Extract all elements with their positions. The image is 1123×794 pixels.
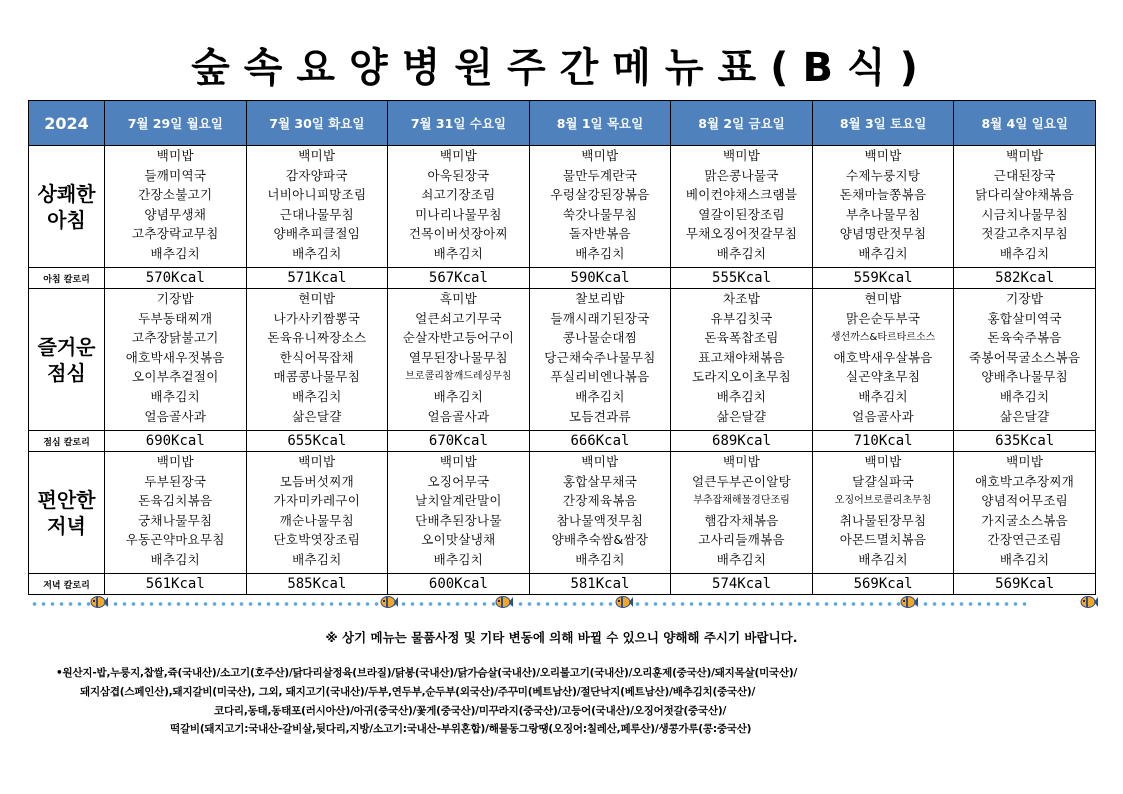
lunch-kcal-row xyxy=(29,431,1096,452)
kcal-value: 655Kcal xyxy=(246,431,388,452)
menu-item: 양념명란젓무침 xyxy=(839,226,927,242)
menu-item: 간장소불고기 xyxy=(138,187,213,203)
kcal-value: 569Kcal xyxy=(954,574,1096,595)
kcal-value: 559Kcal xyxy=(812,268,954,289)
menu-item: 오이부추겉절이 xyxy=(131,369,219,385)
menu-item: 현미밥 xyxy=(298,291,336,306)
menu-item: 얼음골사과 xyxy=(427,408,490,424)
menu-item: 백미밥 xyxy=(1006,148,1044,163)
menu-item: 배추김치 xyxy=(292,551,342,567)
origin-line: 돼지삼겹(스페인산),돼지갈비(미국산), 그외, 돼지고기(국내산)/두부,연두부,순두부(외국산)/주꾸미(베트남산)/절단낙지(베트남산)/배추김치(중국산)/ xyxy=(80,685,756,698)
menu-item: 생선까스&타르타르소스 xyxy=(830,332,936,344)
menu-item: 애호박고추장찌개 xyxy=(975,473,1075,489)
menu-item: 아몬드멸치볶음 xyxy=(839,532,927,548)
menu-item: 백미밥 xyxy=(298,148,336,163)
lunch-cell xyxy=(671,289,813,431)
lunch-label: 즐거운 점심 xyxy=(29,289,105,431)
day-header: 8월 2일 금요일 xyxy=(671,101,813,146)
menu-item: 한식어묵잡채 xyxy=(279,349,354,365)
menu-item: 너비아니피망조림 xyxy=(267,187,367,203)
menu-item: 양배추나물무침 xyxy=(981,369,1068,385)
menu-item: 맑은콩나물국 xyxy=(704,167,779,183)
menu-item: 백미밥 xyxy=(722,454,761,469)
menu-item: 돌자반볶음 xyxy=(569,226,631,242)
menu-item: 백미밥 xyxy=(298,454,336,469)
menu-item: 가지굴소스볶음 xyxy=(981,512,1068,528)
kcal-value: 561Kcal xyxy=(105,574,247,595)
menu-item: 삶은달걀 xyxy=(999,408,1050,424)
menu-item: 백미밥 xyxy=(156,148,194,163)
kcal-value: 689Kcal xyxy=(671,431,813,452)
menu-item: 고사리들깨볶음 xyxy=(698,532,785,548)
lunch-cell xyxy=(954,289,1096,431)
menu-item: 베이컨야채스크램블 xyxy=(685,187,798,203)
menu-item: 푸실리비엔나볶음 xyxy=(550,369,650,385)
menu-item: 양념적어무조림 xyxy=(981,493,1068,509)
menu-item: 홍합살미역국 xyxy=(987,310,1062,326)
year-cell: 2024 xyxy=(29,101,105,146)
kcal-value: 570Kcal xyxy=(105,268,247,289)
fish-icon xyxy=(900,594,918,610)
menu-item: 돈채마늘쫑볶음 xyxy=(839,187,927,203)
menu-item: 돈육김치볶음 xyxy=(138,493,213,509)
breakfast-row xyxy=(29,146,1096,268)
menu-item: 맑은순두부국 xyxy=(845,310,921,326)
menu-item: 애호박새우젓볶음 xyxy=(125,349,225,365)
menu-item: 오이맛살냉채 xyxy=(421,532,496,548)
lunch-cell xyxy=(246,289,388,431)
menu-item: 열무된장나물무침 xyxy=(408,349,508,365)
breakfast-cell xyxy=(671,146,813,268)
decorative-border xyxy=(30,596,1098,612)
kcal-value: 555Kcal xyxy=(671,268,813,289)
menu-item: 돈육숙주볶음 xyxy=(987,330,1062,346)
breakfast-kcal-label: 아침 칼로리 xyxy=(29,268,105,289)
fish-icon xyxy=(90,594,108,610)
menu-item: 배추김치 xyxy=(433,551,484,567)
kcal-value: 582Kcal xyxy=(954,268,1096,289)
origin-line: 떡갈비(돼지고기:국내산-갈비살,뒷다리,지방/소고기:국내산-부위혼합)/해물동그랑땡(오징어:칠레산,페루산)/생콩가루(콩:중국산) xyxy=(170,723,752,736)
breakfast-cell xyxy=(529,146,671,268)
menu-item: 궁채나물무침 xyxy=(138,512,213,528)
menu-item: 당근채숙주나물무침 xyxy=(544,349,656,365)
menu-item: 모듬견과류 xyxy=(569,408,631,424)
menu-item: 취나물된장무침 xyxy=(839,512,927,528)
breakfast-kcal-row xyxy=(29,268,1096,289)
menu-item: 배추김치 xyxy=(858,245,908,261)
menu-item: 배추김치 xyxy=(433,245,484,261)
fish-icon xyxy=(615,594,633,610)
menu-item: 두부된장국 xyxy=(144,473,207,489)
day-header: 8월 1일 목요일 xyxy=(529,101,671,146)
menu-item: 단호박엿장조림 xyxy=(273,532,361,548)
fish-icon xyxy=(380,594,398,610)
menu-item: 근대된장국 xyxy=(993,167,1056,183)
dinner-kcal-label: 저녁 칼로리 xyxy=(29,574,105,595)
menu-item: 흑미밥 xyxy=(439,291,477,306)
menu-item: 단배추된장나물 xyxy=(415,512,502,528)
menu-item: 백미밥 xyxy=(581,148,619,163)
menu-item: 물만두계란국 xyxy=(562,167,638,183)
kcal-value: 666Kcal xyxy=(529,431,671,452)
lunch-cell xyxy=(105,289,247,431)
menu-item: 무채오징어젓갈무침 xyxy=(685,226,798,242)
menu-item: 가자미카레구이 xyxy=(273,493,361,509)
menu-item: 돈육폭찹조림 xyxy=(704,330,779,346)
lunch-row xyxy=(29,289,1096,431)
breakfast-cell xyxy=(388,146,530,268)
origin-info xyxy=(50,664,1080,739)
menu-item: 우렁살강된장볶음 xyxy=(550,187,650,203)
menu-item: 들깨미역국 xyxy=(144,167,207,183)
menu-item: 우동곤약마요무침 xyxy=(125,532,225,548)
dinner-cell xyxy=(812,452,954,574)
menu-item: 젓갈고추지무침 xyxy=(981,226,1068,242)
dinner-row xyxy=(29,452,1096,574)
menu-item: 백미밥 xyxy=(156,454,194,469)
kcal-value: 585Kcal xyxy=(246,574,388,595)
menu-item: 배추김치 xyxy=(575,388,625,404)
menu-item: 얼음골사과 xyxy=(144,408,207,424)
menu-item: 나가사키짬뽕국 xyxy=(273,310,361,326)
menu-item: 찰보리밥 xyxy=(575,291,625,306)
dinner-kcal-row xyxy=(29,574,1096,595)
menu-item: 두부동태찌개 xyxy=(138,310,213,326)
menu-item: 표고채야채볶음 xyxy=(698,349,785,365)
kcal-value: 574Kcal xyxy=(671,574,813,595)
lunch-cell xyxy=(388,289,530,431)
menu-item: 배추김치 xyxy=(150,551,201,567)
menu-item: 간장제육볶음 xyxy=(562,493,638,509)
menu-item: 배추김치 xyxy=(999,388,1050,404)
kcal-value: 567Kcal xyxy=(388,268,530,289)
menu-item: 깨순나물무침 xyxy=(279,512,354,528)
dinner-cell xyxy=(246,452,388,574)
menu-item: 모듬버섯찌개 xyxy=(279,473,354,489)
day-header: 8월 4일 일요일 xyxy=(954,101,1096,146)
menu-item: 배추김치 xyxy=(858,551,908,567)
origin-line: 코다리,동태,동태포(러시아산)/아귀(중국산)/꽃게(중국산)/미꾸라지(중국산)/고등어(국내산)/오징어젓갈(중국산)/ xyxy=(214,704,727,717)
menu-item: 근대나물무침 xyxy=(279,206,354,222)
menu-item: 닭다리살야채볶음 xyxy=(975,187,1075,203)
menu-item: 쑥갓나물무침 xyxy=(562,206,638,222)
menu-item: 배추김치 xyxy=(575,551,625,567)
kcal-value: 670Kcal xyxy=(388,431,530,452)
menu-item: 감자양파국 xyxy=(285,167,348,183)
breakfast-label: 상쾌한 아침 xyxy=(29,146,105,268)
menu-item: 배추김치 xyxy=(716,245,767,261)
menu-item: 브로콜리참깨드레싱무침 xyxy=(405,371,512,383)
menu-item: 배추김치 xyxy=(999,245,1050,261)
menu-item: 배추김치 xyxy=(858,388,908,404)
menu-item: 아욱된장국 xyxy=(427,167,490,183)
menu-item: 배추김치 xyxy=(292,388,342,404)
menu-item: 현미밥 xyxy=(864,291,902,306)
menu-item: 백미밥 xyxy=(1006,454,1044,469)
menu-item: 유부김칫국 xyxy=(710,310,773,326)
menu-item: 애호박새우살볶음 xyxy=(833,349,933,365)
dinner-label: 편안한 저녁 xyxy=(29,452,105,574)
menu-item: 기장밥 xyxy=(1006,291,1044,306)
dinner-cell xyxy=(529,452,671,574)
page-title: 숲속요양병원주간메뉴표(B식) xyxy=(191,45,932,91)
menu-item: 미나리나물무침 xyxy=(415,206,502,222)
menu-item: 돈육유니짜장소스 xyxy=(267,330,367,346)
fish-icon xyxy=(1080,594,1098,610)
weekly-menu-table xyxy=(28,100,1096,595)
day-header: 7월 29일 월요일 xyxy=(105,101,247,146)
kcal-value: 569Kcal xyxy=(812,574,954,595)
menu-item: 죽봉어묵굴소스볶음 xyxy=(968,349,1081,365)
notice-text: ※ 상기 메뉴는 물품사정 및 기타 변동에 의해 바뀔 수 있으니 양해해 주시기 바랍니다. xyxy=(325,630,798,645)
menu-item: 순살자반고등어구이 xyxy=(402,330,515,346)
dinner-cell xyxy=(105,452,247,574)
menu-item: 햄감자채볶음 xyxy=(704,512,779,528)
menu-item: 고추장닭불고기 xyxy=(131,330,219,346)
fish-icon xyxy=(495,594,513,610)
origin-line: •원산지-밥,누룽지,찹쌀,쥭(국내산)/소고기(호주산)/닭다리살정육(브라질)/닭봉(국내산)/닭가슴살(국내산)/오리불고기(국내산)/오리훈제(중국산)/돼지목살(미국산)/ xyxy=(56,667,798,679)
menu-item: 차조밥 xyxy=(722,291,761,306)
header-row xyxy=(29,101,1096,146)
breakfast-cell xyxy=(246,146,388,268)
menu-item: 삶은달걀 xyxy=(716,408,767,424)
menu-item: 매콤콩나물무침 xyxy=(273,369,361,385)
menu-item: 참나물액젓무침 xyxy=(556,512,644,528)
dinner-cell xyxy=(671,452,813,574)
day-header: 8월 3일 토요일 xyxy=(812,101,954,146)
menu-item: 열갈이된장조림 xyxy=(698,206,785,222)
menu-item: 배추김치 xyxy=(575,245,625,261)
menu-item: 배추김치 xyxy=(716,388,767,404)
menu-item: 배추김치 xyxy=(716,551,767,567)
menu-item: 시금치나물무침 xyxy=(981,206,1068,222)
menu-item: 오징어무국 xyxy=(427,473,490,489)
menu-item: 얼음골사과 xyxy=(852,408,915,424)
menu-item: 백미밥 xyxy=(439,454,477,469)
lunch-cell xyxy=(812,289,954,431)
kcal-value: 581Kcal xyxy=(529,574,671,595)
menu-item: 얼큰두부곤이알탕 xyxy=(692,473,792,489)
menu-item: 고추장락교무침 xyxy=(131,226,219,242)
menu-item: 배추김치 xyxy=(999,551,1050,567)
day-header: 7월 30일 화요일 xyxy=(246,101,388,146)
day-header: 7월 31일 수요일 xyxy=(388,101,530,146)
menu-item: 달걀실파국 xyxy=(852,473,915,489)
menu-item: 부추나물무침 xyxy=(845,206,921,222)
menu-item: 삶은달걀 xyxy=(292,408,342,424)
menu-item: 들깨시래기된장국 xyxy=(550,310,650,326)
menu-item: 콩나물순대찜 xyxy=(562,330,638,346)
menu-item: 백미밥 xyxy=(864,148,902,163)
menu-item: 배추김치 xyxy=(150,388,201,404)
menu-item: 배추김치 xyxy=(433,388,484,404)
menu-item: 백미밥 xyxy=(439,148,477,163)
menu-item: 수제누룽지탕 xyxy=(845,167,921,183)
menu-item: 배추김치 xyxy=(150,245,201,261)
kcal-value: 710Kcal xyxy=(812,431,954,452)
kcal-value: 690Kcal xyxy=(105,431,247,452)
menu-item: 기장밥 xyxy=(156,291,194,306)
menu-item: 양배추피클절임 xyxy=(273,226,361,242)
menu-item: 오징어브로콜리초무침 xyxy=(834,495,932,507)
menu-item: 실곤약초무침 xyxy=(845,369,921,385)
kcal-value: 571Kcal xyxy=(246,268,388,289)
kcal-value: 635Kcal xyxy=(954,431,1096,452)
menu-item: 백미밥 xyxy=(581,454,619,469)
menu-item: 쇠고기장조림 xyxy=(421,187,496,203)
dots-decoration xyxy=(30,602,1030,606)
breakfast-cell xyxy=(954,146,1096,268)
menu-item: 양념무생채 xyxy=(144,206,207,222)
dinner-cell xyxy=(954,452,1096,574)
menu-item: 날치알계란말이 xyxy=(415,493,502,509)
kcal-value: 600Kcal xyxy=(388,574,530,595)
menu-item: 도라지오이초무침 xyxy=(692,369,792,385)
lunch-kcal-label: 점심 칼로리 xyxy=(29,431,105,452)
menu-item: 홍합살무채국 xyxy=(562,473,638,489)
breakfast-cell xyxy=(105,146,247,268)
kcal-value: 590Kcal xyxy=(529,268,671,289)
menu-item: 백미밥 xyxy=(722,148,761,163)
menu-item: 양배추숙쌈&쌈장 xyxy=(551,532,649,548)
dinner-cell xyxy=(388,452,530,574)
menu-item: 얼큰쇠고기무국 xyxy=(415,310,502,326)
menu-item: 건목이버섯장아찌 xyxy=(408,226,508,242)
menu-item: 부추잡채해물경단조림 xyxy=(693,495,790,507)
lunch-cell xyxy=(529,289,671,431)
breakfast-cell xyxy=(812,146,954,268)
menu-item: 백미밥 xyxy=(864,454,902,469)
menu-item: 간장연근조림 xyxy=(987,532,1062,548)
menu-item: 배추김치 xyxy=(292,245,342,261)
